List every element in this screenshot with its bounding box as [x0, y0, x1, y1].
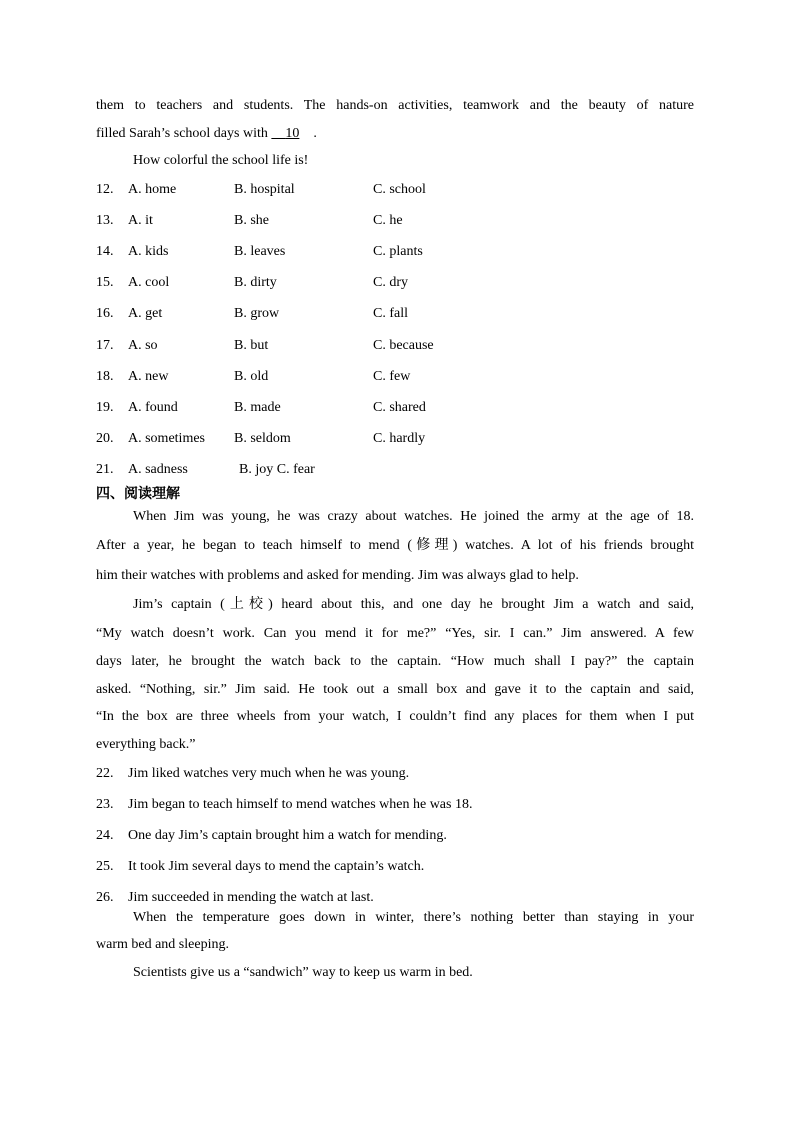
option-a[interactable]: A. new	[128, 369, 169, 384]
statement-number: 22.	[96, 766, 114, 781]
passage3-line-2: warm bed and sleeping.	[96, 937, 229, 952]
option-a[interactable]: A. cool	[128, 275, 170, 290]
passage1-line-1: them to teachers and students. The hands-on activities, teamwork and the beauty of nature	[96, 98, 694, 113]
statement-number: 25.	[96, 859, 114, 874]
choice-row	[96, 181, 496, 199]
choice-row	[96, 243, 496, 261]
option-a[interactable]: A. get	[128, 306, 163, 321]
choice-row	[96, 274, 496, 292]
option-c[interactable]: C. shared	[373, 400, 426, 415]
option-c[interactable]: C. because	[373, 338, 434, 353]
question-number: 17.	[96, 338, 114, 353]
passage3-line-3: Scientists give us a “sandwich” way to keep us warm in bed.	[133, 965, 473, 980]
passage2-line-7: asked. “Nothing, sir.” Jim said. He took out a small box and gave it to the captain and said,	[96, 682, 694, 697]
option-b[interactable]: B. she	[234, 213, 269, 228]
option-a[interactable]: A. found	[128, 400, 178, 415]
blank-10[interactable]: 10	[285, 126, 300, 141]
statement-item[interactable]	[96, 765, 694, 783]
question-number: 13.	[96, 213, 114, 228]
option-b[interactable]: B. old	[234, 369, 269, 384]
option-b[interactable]: B. grow	[234, 306, 280, 321]
choice-row	[96, 337, 496, 355]
passage2-line-5: “My watch doesn’t work. Can you mend it for me?” “Yes, sir. I can.” Jim answered. A few	[96, 626, 694, 641]
passage2-line-8: “In the box are three wheels from your watch, I couldn’t find any places for them when I put	[96, 709, 694, 724]
statement-item[interactable]	[96, 796, 694, 814]
choice-row	[96, 212, 496, 230]
option-c[interactable]: C. dry	[373, 275, 408, 290]
question-number: 15.	[96, 275, 114, 290]
passage2-line-3: him their watches with problems and asked for mending. Jim was always glad to help.	[96, 568, 579, 583]
section-heading: 四、阅读理解	[96, 486, 180, 502]
question-number: 21.	[96, 462, 114, 477]
option-c[interactable]: C. plants	[373, 244, 423, 259]
option-a[interactable]: A. kids	[128, 244, 169, 259]
question-number: 12.	[96, 182, 114, 197]
statement-text: Jim succeeded in mending the watch at last.	[128, 890, 374, 905]
passage2-line-9: everything back.”	[96, 737, 196, 752]
option-b-c[interactable]: B. joy C. fear	[239, 462, 315, 477]
option-c[interactable]: C. few	[373, 369, 411, 384]
option-b[interactable]: B. hospital	[234, 182, 295, 197]
passage2-line-4: Jim’s captain (上校) heard about this, and one day he brought Jim a watch and said,	[133, 597, 694, 612]
option-a[interactable]: A. so	[128, 338, 158, 353]
statement-text: Jim began to teach himself to mend watches when he was 18.	[128, 797, 473, 812]
choice-row-21	[96, 461, 396, 479]
choice-row	[96, 430, 496, 448]
option-a[interactable]: A. sometimes	[128, 431, 205, 446]
blank-10-lead	[271, 126, 285, 141]
option-b[interactable]: B. but	[234, 338, 269, 353]
passage1-line-2-text: filled Sarah’s school days with	[96, 126, 268, 141]
option-b[interactable]: B. leaves	[234, 244, 286, 259]
option-c[interactable]: C. hardly	[373, 431, 426, 446]
statement-item[interactable]	[96, 827, 694, 845]
question-number: 20.	[96, 431, 114, 446]
option-b[interactable]: B. dirty	[234, 275, 277, 290]
option-c[interactable]: C. fall	[373, 306, 408, 321]
question-number: 14.	[96, 244, 114, 259]
passage1-line-2	[96, 125, 694, 143]
option-b[interactable]: B. seldom	[234, 431, 291, 446]
statement-text: It took Jim several days to mend the captain’s watch.	[128, 859, 425, 874]
question-number: 16.	[96, 306, 114, 321]
passage1-line-3: How colorful the school life is!	[133, 153, 309, 168]
option-c[interactable]: C. school	[373, 182, 426, 197]
option-c[interactable]: C. he	[373, 213, 403, 228]
statement-number: 23.	[96, 797, 114, 812]
passage2-line-2: After a year, he began to teach himself to mend (修理) watches. A lot of his friends brought	[96, 538, 694, 553]
choice-row	[96, 399, 496, 417]
question-number: 19.	[96, 400, 114, 415]
statement-number: 24.	[96, 828, 114, 843]
choice-row	[96, 368, 496, 386]
statement-item[interactable]	[96, 889, 694, 907]
statement-text: Jim liked watches very much when he was young.	[128, 766, 410, 781]
option-b[interactable]: B. made	[234, 400, 281, 415]
option-a[interactable]: A. home	[128, 182, 177, 197]
option-a[interactable]: A. it	[128, 213, 153, 228]
passage2-line-1: When Jim was young, he was crazy about watches. He joined the army at the age of 18.	[133, 509, 694, 524]
option-a[interactable]: A. sadness	[128, 462, 188, 477]
choice-row	[96, 305, 496, 323]
question-number: 18.	[96, 369, 114, 384]
statement-item[interactable]	[96, 858, 694, 876]
statement-number: 26.	[96, 890, 114, 905]
statement-text: One day Jim’s captain brought him a watch for mending.	[128, 828, 447, 843]
passage3-line-1: When the temperature goes down in winter, there’s nothing better than staying in your	[133, 910, 694, 925]
passage1-line-2-end: .	[313, 126, 317, 141]
passage2-line-6: days later, he brought the watch back to the captain. “How much shall I pay?” the captain	[96, 654, 694, 669]
